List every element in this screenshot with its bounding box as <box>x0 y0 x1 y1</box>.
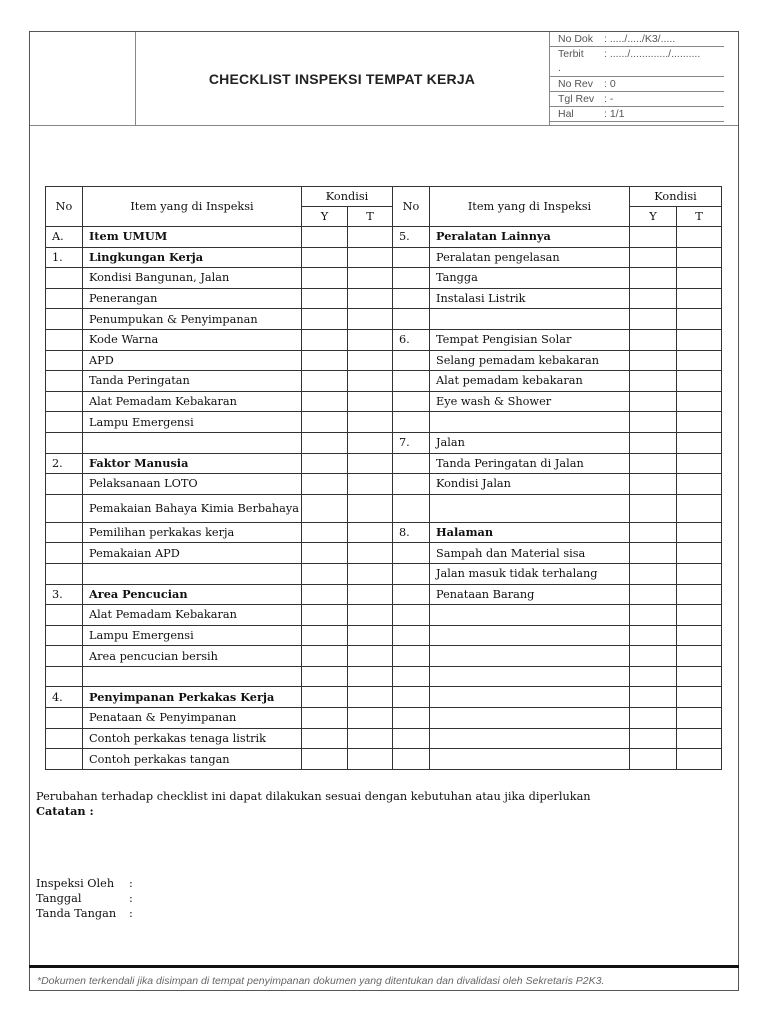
kondisi-t-checkbox-right[interactable] <box>677 412 722 433</box>
row-number-right <box>393 749 430 770</box>
table-row <box>46 728 722 749</box>
kondisi-t-checkbox-right[interactable] <box>677 494 722 522</box>
item-label-left: APD <box>83 350 302 371</box>
row-number-left: 2. <box>46 453 83 474</box>
item-label-right: Tempat Pengisian Solar <box>430 329 630 350</box>
meta-label: Hal <box>558 108 574 120</box>
item-label-left: Pemilihan perkakas kerja <box>83 522 302 543</box>
row-number-left <box>46 474 83 495</box>
row-number-right <box>393 687 430 708</box>
item-label-left <box>83 666 302 687</box>
row-number-right <box>393 288 430 309</box>
kondisi-t-checkbox-left[interactable] <box>348 391 393 412</box>
meta-value: : 0 <box>604 78 616 90</box>
item-label-right <box>430 666 630 687</box>
kondisi-y-checkbox-left[interactable] <box>302 350 348 371</box>
kondisi-y-checkbox-right[interactable] <box>630 412 677 433</box>
meta-label: Tgl Rev <box>558 93 595 105</box>
signature-section <box>36 876 133 921</box>
tanggal-line <box>36 891 133 906</box>
item-label-right: Halaman <box>430 522 630 543</box>
item-label-right: Alat pemadam kebakaran <box>430 371 630 392</box>
row-number-right <box>393 625 430 646</box>
item-label-left: Lingkungan Kerja <box>83 247 302 268</box>
kondisi-y-checkbox-right[interactable] <box>630 227 677 248</box>
kondisi-y-checkbox-left[interactable] <box>302 494 348 522</box>
document-title: CHECKLIST INSPEKSI TEMPAT KERJA <box>208 70 476 87</box>
item-label-left: Pemakaian Bahaya Kimia Berbahaya <box>83 494 302 522</box>
row-number-right: 8. <box>393 522 430 543</box>
kondisi-y-checkbox-left[interactable] <box>302 605 348 626</box>
table-row <box>46 247 722 268</box>
field-label: Tanggal <box>36 892 82 905</box>
kondisi-y-checkbox-left[interactable] <box>302 708 348 729</box>
table-row <box>46 329 722 350</box>
kondisi-t-checkbox-right[interactable] <box>677 309 722 330</box>
kondisi-y-checkbox-left[interactable] <box>302 268 348 289</box>
row-number-left <box>46 309 83 330</box>
item-label-right: Selang pemadam kebakaran <box>430 350 630 371</box>
kondisi-t-checkbox-left[interactable] <box>348 453 393 474</box>
kondisi-y-checkbox-left[interactable] <box>302 625 348 646</box>
header-no-left: No <box>46 187 83 227</box>
row-number-right <box>393 309 430 330</box>
item-label-left: Kode Warna <box>83 329 302 350</box>
row-number-left <box>46 268 83 289</box>
kondisi-t-checkbox-right[interactable] <box>677 247 722 268</box>
kondisi-y-checkbox-right[interactable] <box>630 474 677 495</box>
item-label-left: Faktor Manusia <box>83 453 302 474</box>
table-row <box>46 474 722 495</box>
tanda-tangan-line <box>36 906 133 921</box>
kondisi-y-checkbox-right[interactable] <box>630 453 677 474</box>
kondisi-t-checkbox-left[interactable] <box>348 329 393 350</box>
meta-tgl-rev <box>549 91 724 106</box>
table-row <box>46 584 722 605</box>
kondisi-t-checkbox-right[interactable] <box>677 605 722 626</box>
item-label-left: Alat Pemadam Kebakaran <box>83 605 302 626</box>
kondisi-t-checkbox-right[interactable] <box>677 646 722 667</box>
row-number-right <box>393 371 430 392</box>
kondisi-t-checkbox-left[interactable] <box>348 288 393 309</box>
kondisi-t-checkbox-left[interactable] <box>348 371 393 392</box>
item-label-left <box>83 563 302 584</box>
item-label-left: Kondisi Bangunan, Jalan <box>83 268 302 289</box>
item-label-right: Instalasi Listrik <box>430 288 630 309</box>
kondisi-y-checkbox-left[interactable] <box>302 646 348 667</box>
row-number-left <box>46 646 83 667</box>
document-header <box>30 32 738 126</box>
kondisi-y-checkbox-left[interactable] <box>302 453 348 474</box>
kondisi-y-checkbox-left[interactable] <box>302 432 348 453</box>
item-label-left: Lampu Emergensi <box>83 412 302 433</box>
header-item-right: Item yang di Inspeksi <box>430 187 630 227</box>
row-number-left: 3. <box>46 584 83 605</box>
kondisi-y-checkbox-left[interactable] <box>302 728 348 749</box>
kondisi-y-checkbox-right[interactable] <box>630 329 677 350</box>
kondisi-y-checkbox-left[interactable] <box>302 371 348 392</box>
item-label-left: Penataan & Penyimpanan <box>83 708 302 729</box>
kondisi-y-checkbox-left[interactable] <box>302 474 348 495</box>
kondisi-t-checkbox-left[interactable] <box>348 268 393 289</box>
kondisi-y-checkbox-left[interactable] <box>302 543 348 564</box>
row-number-right <box>393 543 430 564</box>
row-number-left <box>46 391 83 412</box>
table-row <box>46 666 722 687</box>
kondisi-t-checkbox-left[interactable] <box>348 474 393 495</box>
row-number-left <box>46 749 83 770</box>
kondisi-t-checkbox-right[interactable] <box>677 329 722 350</box>
row-number-left <box>46 522 83 543</box>
row-number-left <box>46 432 83 453</box>
row-number-left <box>46 329 83 350</box>
kondisi-y-checkbox-right[interactable] <box>630 350 677 371</box>
title-box <box>135 32 550 125</box>
row-number-right <box>393 708 430 729</box>
row-number-left <box>46 625 83 646</box>
header-y-left: Y <box>302 207 348 227</box>
item-label-left: Tanda Peringatan <box>83 371 302 392</box>
item-label-right: Kondisi Jalan <box>430 474 630 495</box>
header-no-right: No <box>393 187 430 227</box>
item-label-right: Peralatan Lainnya <box>430 227 630 248</box>
row-number-left <box>46 494 83 522</box>
row-number-left <box>46 605 83 626</box>
kondisi-t-checkbox-right[interactable] <box>677 625 722 646</box>
checklist-body <box>46 227 722 770</box>
item-label-right <box>430 749 630 770</box>
row-number-right <box>393 247 430 268</box>
header-kondisi-left: Kondisi <box>302 187 393 207</box>
row-number-left <box>46 563 83 584</box>
item-label-left: Area pencucian bersih <box>83 646 302 667</box>
kondisi-y-checkbox-left[interactable] <box>302 412 348 433</box>
row-number-right <box>393 666 430 687</box>
row-number-left <box>46 288 83 309</box>
kondisi-t-checkbox-right[interactable] <box>677 371 722 392</box>
row-number-left <box>46 412 83 433</box>
kondisi-y-checkbox-left[interactable] <box>302 309 348 330</box>
kondisi-t-checkbox-left[interactable] <box>348 687 393 708</box>
item-label-right <box>430 605 630 626</box>
header-t-right: T <box>677 207 722 227</box>
kondisi-t-checkbox-left[interactable] <box>348 605 393 626</box>
kondisi-t-checkbox-right[interactable] <box>677 350 722 371</box>
footer-disclaimer: *Dokumen terkendali jika disimpan di tempat penyimpanan dokumen yang ditentukan dan divalidasi oleh Sekretaris P2K3. <box>37 975 605 987</box>
kondisi-t-checkbox-left[interactable] <box>348 494 393 522</box>
kondisi-y-checkbox-left[interactable] <box>302 563 348 584</box>
kondisi-t-checkbox-left[interactable] <box>348 625 393 646</box>
kondisi-y-checkbox-right[interactable] <box>630 432 677 453</box>
row-number-right <box>393 605 430 626</box>
kondisi-y-checkbox-right[interactable] <box>630 494 677 522</box>
item-label-right: Peralatan pengelasan <box>430 247 630 268</box>
inspection-checklist-table <box>45 186 722 770</box>
meta-value: : 1/1 <box>604 108 625 120</box>
kondisi-y-checkbox-left[interactable] <box>302 687 348 708</box>
kondisi-t-checkbox-right[interactable] <box>677 391 722 412</box>
kondisi-y-checkbox-right[interactable] <box>630 584 677 605</box>
item-label-left: Item UMUM <box>83 227 302 248</box>
kondisi-y-checkbox-left[interactable] <box>302 584 348 605</box>
row-number-right <box>393 728 430 749</box>
item-label-left: Contoh perkakas tenaga listrik <box>83 728 302 749</box>
table-row <box>46 371 722 392</box>
kondisi-y-checkbox-right[interactable] <box>630 666 677 687</box>
kondisi-t-checkbox-left[interactable] <box>348 412 393 433</box>
table-row <box>46 268 722 289</box>
kondisi-t-checkbox-right[interactable] <box>677 749 722 770</box>
item-label-right: Penataan Barang <box>430 584 630 605</box>
meta-value: : ...../...../K3/..... <box>604 33 676 45</box>
kondisi-t-checkbox-left[interactable] <box>348 666 393 687</box>
table-row <box>46 563 722 584</box>
meta-hal <box>549 106 724 121</box>
meta-label: Terbit <box>558 48 584 60</box>
kondisi-y-checkbox-right[interactable] <box>630 247 677 268</box>
row-number-right <box>393 563 430 584</box>
table-row <box>46 412 722 433</box>
kondisi-y-checkbox-right[interactable] <box>630 563 677 584</box>
field-label: Inspeksi Oleh <box>36 877 115 890</box>
kondisi-t-checkbox-right[interactable] <box>677 474 722 495</box>
table-row <box>46 391 722 412</box>
kondisi-y-checkbox-right[interactable] <box>630 749 677 770</box>
kondisi-t-checkbox-right[interactable] <box>677 522 722 543</box>
kondisi-y-checkbox-right[interactable] <box>630 687 677 708</box>
item-label-right: Jalan masuk tidak terhalang <box>430 563 630 584</box>
kondisi-y-checkbox-right[interactable] <box>630 391 677 412</box>
table-row <box>46 646 722 667</box>
row-number-right <box>393 453 430 474</box>
item-label-right: Tangga <box>430 268 630 289</box>
row-number-right: 6. <box>393 329 430 350</box>
table-row <box>46 432 722 453</box>
meta-label: No Rev <box>558 78 594 90</box>
field-separator: : <box>129 892 133 905</box>
item-label-right: Eye wash & Shower <box>430 391 630 412</box>
item-label-left: Penumpukan & Penyimpanan <box>83 309 302 330</box>
kondisi-y-checkbox-left[interactable] <box>302 247 348 268</box>
item-label-right: Sampah dan Material sisa <box>430 543 630 564</box>
kondisi-t-checkbox-left[interactable] <box>348 227 393 248</box>
kondisi-y-checkbox-right[interactable] <box>630 605 677 626</box>
row-number-right <box>393 646 430 667</box>
table-row <box>46 288 722 309</box>
kondisi-t-checkbox-right[interactable] <box>677 268 722 289</box>
kondisi-t-checkbox-right[interactable] <box>677 708 722 729</box>
row-number-left: 1. <box>46 247 83 268</box>
row-number-right: 5. <box>393 227 430 248</box>
kondisi-y-checkbox-left[interactable] <box>302 522 348 543</box>
meta-no-rev <box>549 76 724 91</box>
kondisi-y-checkbox-right[interactable] <box>630 543 677 564</box>
kondisi-y-checkbox-right[interactable] <box>630 268 677 289</box>
item-label-left: Pemakaian APD <box>83 543 302 564</box>
table-row <box>46 494 722 522</box>
kondisi-t-checkbox-right[interactable] <box>677 543 722 564</box>
kondisi-t-checkbox-left[interactable] <box>348 563 393 584</box>
row-number-right <box>393 412 430 433</box>
item-label-left: Penyimpanan Perkakas Kerja <box>83 687 302 708</box>
field-separator: : <box>129 877 133 890</box>
field-separator: : <box>129 907 133 920</box>
row-number-left <box>46 543 83 564</box>
catatan-label: Catatan : <box>36 804 94 818</box>
row-number-right <box>393 391 430 412</box>
kondisi-y-checkbox-right[interactable] <box>630 728 677 749</box>
kondisi-t-checkbox-left[interactable] <box>348 432 393 453</box>
row-number-left <box>46 371 83 392</box>
table-row <box>46 625 722 646</box>
table-row <box>46 522 722 543</box>
footer-divider <box>29 965 739 968</box>
header-item-left: Item yang di Inspeksi <box>83 187 302 227</box>
header-y-right: Y <box>630 207 677 227</box>
row-number-right <box>393 474 430 495</box>
table-row <box>46 749 722 770</box>
kondisi-t-checkbox-left[interactable] <box>348 708 393 729</box>
item-label-left: Penerangan <box>83 288 302 309</box>
kondisi-t-checkbox-left[interactable] <box>348 522 393 543</box>
row-number-left <box>46 666 83 687</box>
item-label-left: Contoh perkakas tangan <box>83 749 302 770</box>
kondisi-t-checkbox-left[interactable] <box>348 543 393 564</box>
item-label-right: Jalan <box>430 432 630 453</box>
kondisi-t-checkbox-left[interactable] <box>348 728 393 749</box>
kondisi-t-checkbox-right[interactable] <box>677 584 722 605</box>
document-meta <box>549 32 724 122</box>
change-note: Perubahan terhadap checklist ini dapat dilakukan sesuai dengan kebutuhan atau jika diperlukan <box>36 790 591 803</box>
item-label-left <box>83 432 302 453</box>
item-label-right <box>430 728 630 749</box>
kondisi-t-checkbox-left[interactable] <box>348 247 393 268</box>
row-number-right <box>393 584 430 605</box>
item-label-left: Area Pencucian <box>83 584 302 605</box>
kondisi-y-checkbox-right[interactable] <box>630 708 677 729</box>
header-kondisi-right: Kondisi <box>630 187 722 207</box>
kondisi-y-checkbox-left[interactable] <box>302 749 348 770</box>
logo-placeholder <box>30 32 136 125</box>
kondisi-y-checkbox-left[interactable] <box>302 666 348 687</box>
item-label-left: Pelaksanaan LOTO <box>83 474 302 495</box>
inspeksi-oleh-line <box>36 876 133 891</box>
row-number-right <box>393 350 430 371</box>
row-number-left: 4. <box>46 687 83 708</box>
kondisi-y-checkbox-right[interactable] <box>630 309 677 330</box>
kondisi-y-checkbox-right[interactable] <box>630 522 677 543</box>
table-row <box>46 350 722 371</box>
kondisi-t-checkbox-right[interactable] <box>677 453 722 474</box>
row-number-left: A. <box>46 227 83 248</box>
row-number-left <box>46 708 83 729</box>
kondisi-y-checkbox-right[interactable] <box>630 646 677 667</box>
table-row <box>46 453 722 474</box>
meta-value: : - <box>604 93 614 105</box>
table-row <box>46 605 722 626</box>
kondisi-y-checkbox-left[interactable] <box>302 391 348 412</box>
table-row <box>46 309 722 330</box>
kondisi-y-checkbox-right[interactable] <box>630 288 677 309</box>
row-number-right: 7. <box>393 432 430 453</box>
kondisi-t-checkbox-right[interactable] <box>677 666 722 687</box>
table-row <box>46 708 722 729</box>
kondisi-t-checkbox-left[interactable] <box>348 309 393 330</box>
row-number-right <box>393 494 430 522</box>
header-t-left: T <box>348 207 393 227</box>
meta-value: : ....../............./.......... <box>604 48 701 60</box>
item-label-right <box>430 309 630 330</box>
kondisi-t-checkbox-right[interactable] <box>677 563 722 584</box>
kondisi-y-checkbox-left[interactable] <box>302 227 348 248</box>
row-number-right <box>393 268 430 289</box>
item-label-right <box>430 412 630 433</box>
kondisi-y-checkbox-right[interactable] <box>630 625 677 646</box>
item-label-right <box>430 625 630 646</box>
kondisi-t-checkbox-left[interactable] <box>348 584 393 605</box>
kondisi-t-checkbox-left[interactable] <box>348 350 393 371</box>
table-row <box>46 543 722 564</box>
kondisi-t-checkbox-right[interactable] <box>677 288 722 309</box>
row-number-left <box>46 728 83 749</box>
kondisi-t-checkbox-left[interactable] <box>348 646 393 667</box>
note-section <box>36 790 591 818</box>
row-number-left <box>46 350 83 371</box>
item-label-right <box>430 708 630 729</box>
table-row <box>46 687 722 708</box>
item-label-right <box>430 494 630 522</box>
kondisi-t-checkbox-right[interactable] <box>677 432 722 453</box>
item-label-left: Alat Pemadam Kebakaran <box>83 391 302 412</box>
kondisi-t-checkbox-right[interactable] <box>677 227 722 248</box>
meta-extra: . <box>558 62 561 74</box>
kondisi-t-checkbox-right[interactable] <box>677 687 722 708</box>
kondisi-t-checkbox-right[interactable] <box>677 728 722 749</box>
kondisi-y-checkbox-left[interactable] <box>302 288 348 309</box>
kondisi-y-checkbox-right[interactable] <box>630 371 677 392</box>
kondisi-y-checkbox-left[interactable] <box>302 329 348 350</box>
item-label-right <box>430 687 630 708</box>
item-label-right: Tanda Peringatan di Jalan <box>430 453 630 474</box>
kondisi-t-checkbox-left[interactable] <box>348 749 393 770</box>
field-label: Tanda Tangan <box>36 907 117 920</box>
item-label-right <box>430 646 630 667</box>
meta-label: No Dok <box>558 33 594 45</box>
table-row <box>46 227 722 248</box>
item-label-left: Lampu Emergensi <box>83 625 302 646</box>
meta-terbit <box>549 46 724 76</box>
meta-no-dok <box>549 32 724 46</box>
